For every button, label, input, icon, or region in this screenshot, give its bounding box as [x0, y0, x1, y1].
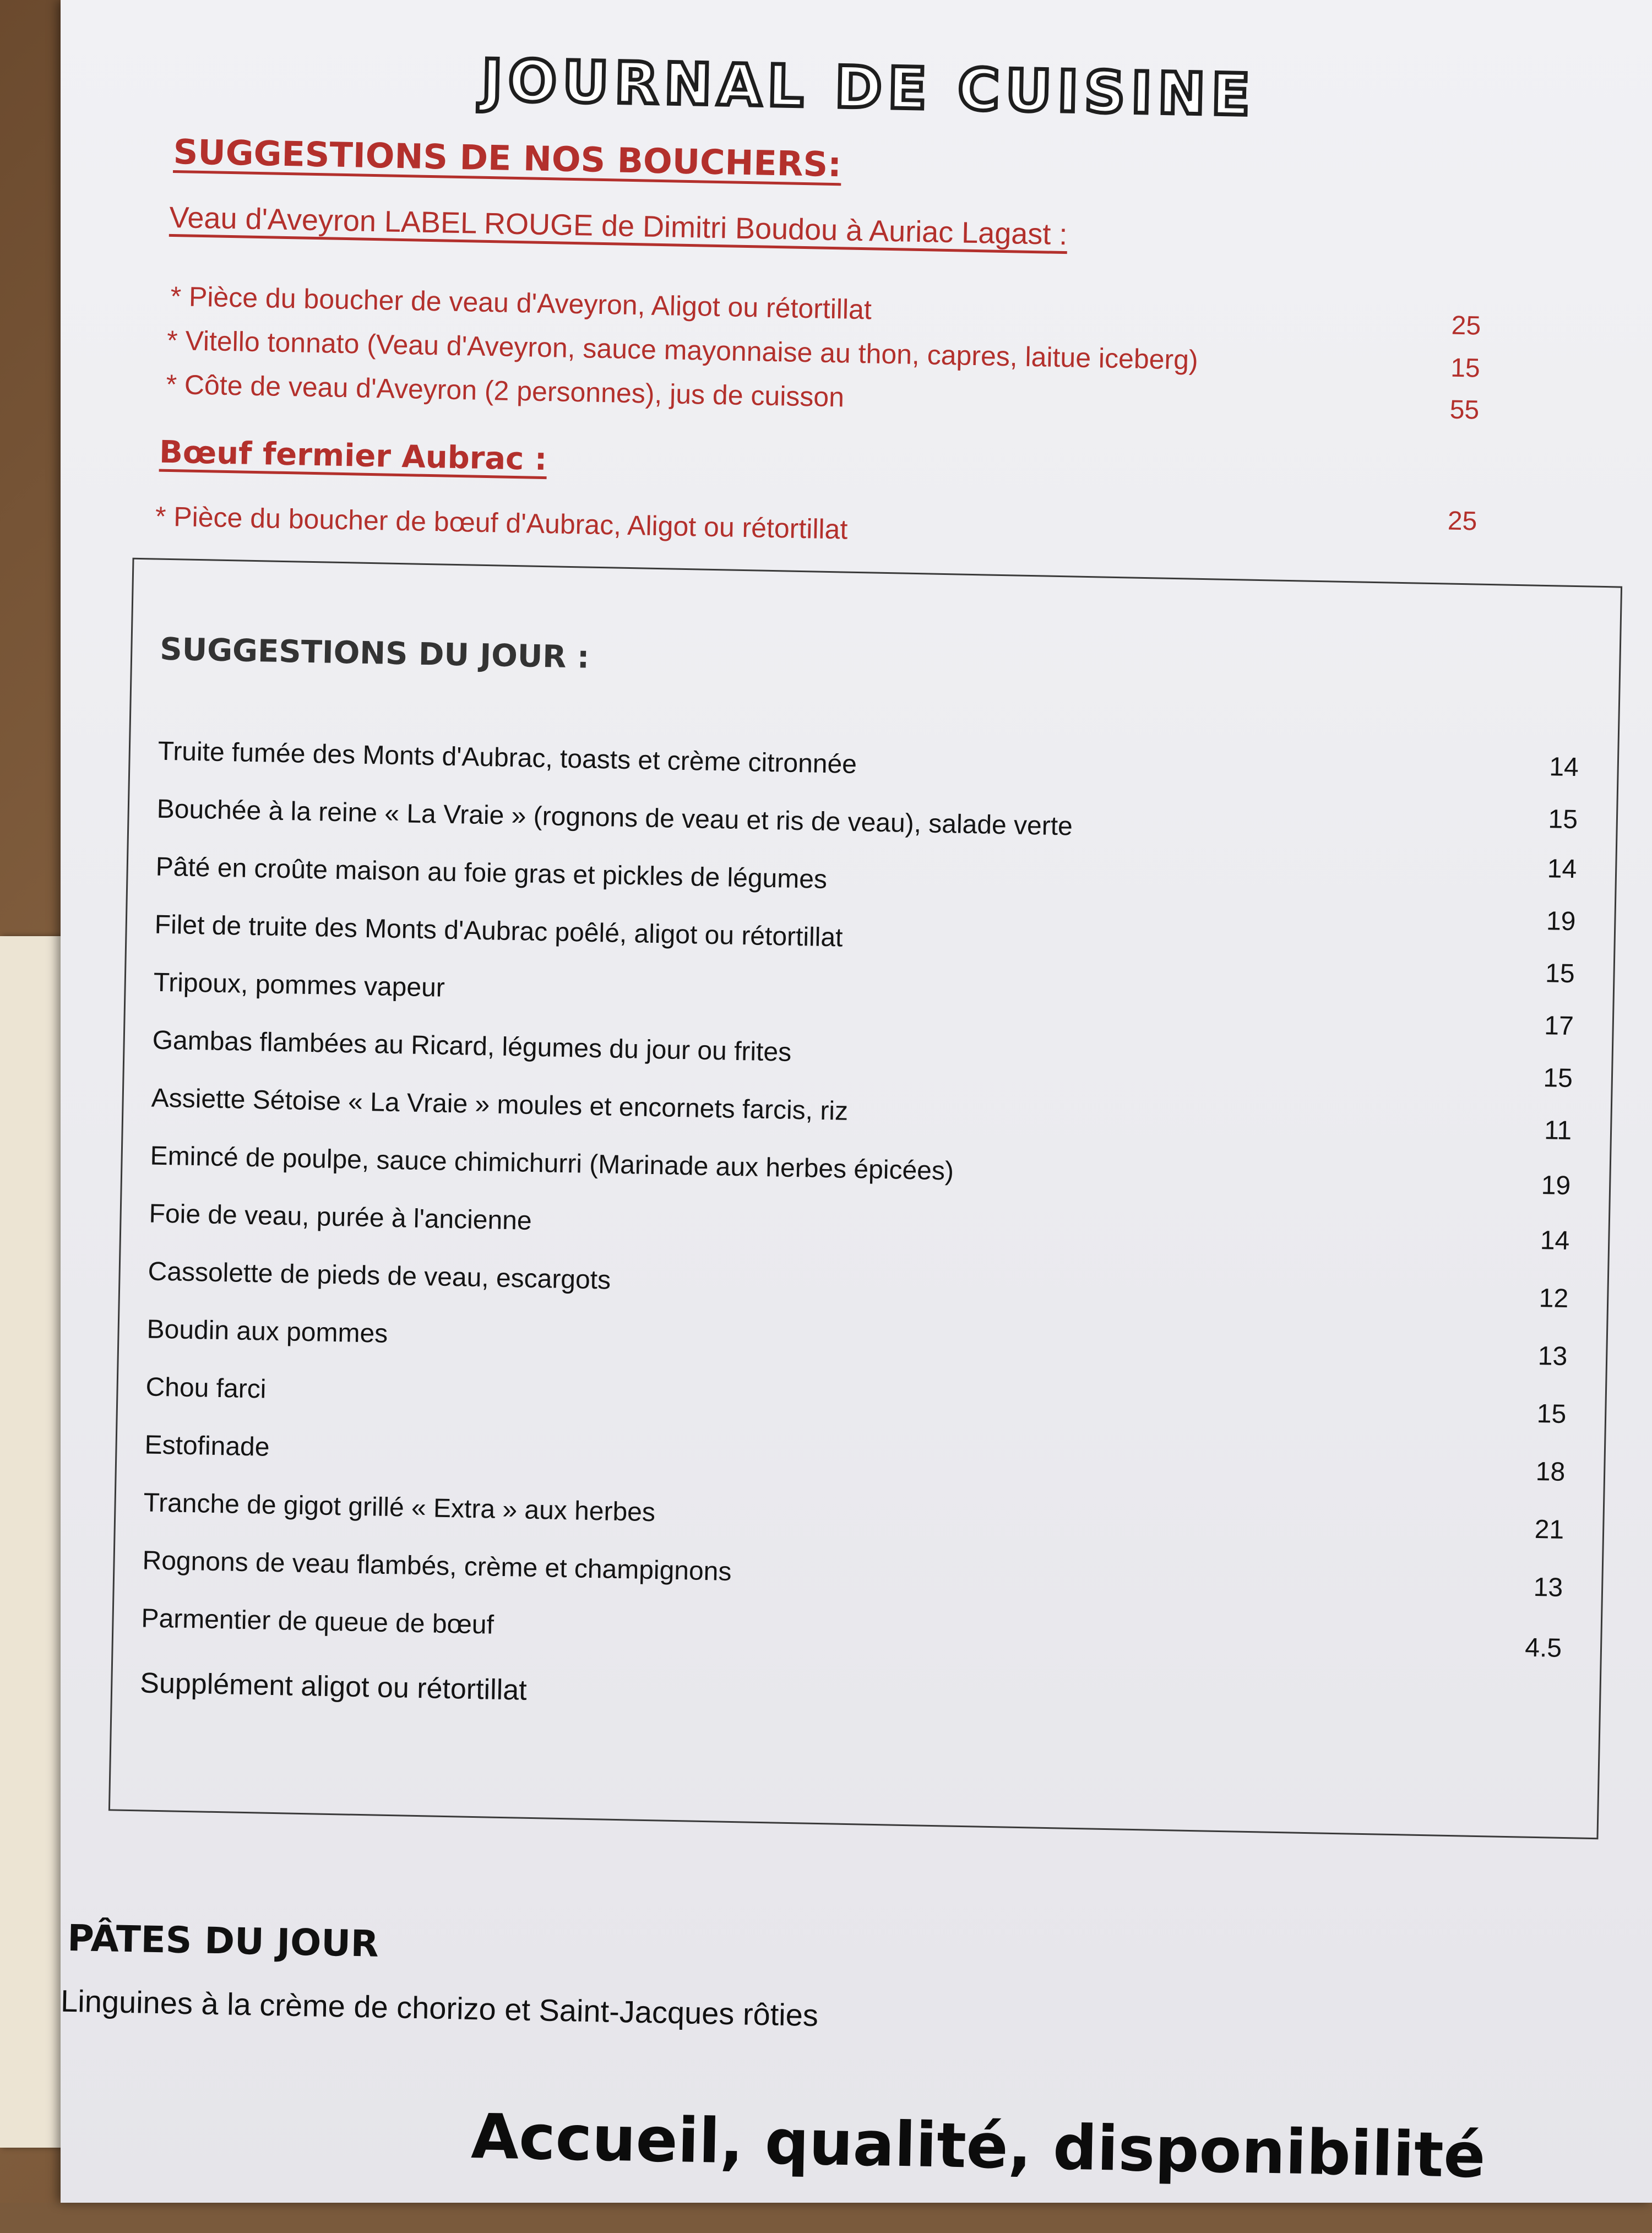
- jour-item: Parmentier de queue de bœuf: [141, 1604, 494, 1640]
- jour-item: Tripoux, pommes vapeur: [153, 968, 445, 1003]
- boeuf-heading: Bœuf fermier Aubrac :: [159, 434, 547, 478]
- jour-item: Gambas flambées au Ricard, légumes du jour ou frites: [152, 1025, 792, 1067]
- jour-item: Cassolette de pieds de veau, escargots: [148, 1257, 611, 1295]
- boeuf-item-price: 25: [1447, 506, 1477, 536]
- jour-item: Rognons de veau flambés, crème et champignons: [142, 1546, 732, 1587]
- supplement-label: Supplément aligot ou rétortillat: [139, 1667, 528, 1707]
- veau-item-price: 25: [1451, 311, 1481, 341]
- jour-item: Filet de truite des Monts d'Aubrac poêlé, aligot ou rétortillat: [154, 910, 843, 953]
- jour-item: Chou farci: [145, 1372, 267, 1404]
- boeuf-item: * Pièce du boucher de bœuf d'Aubrac, Aligot ou rétortillat: [155, 501, 848, 545]
- jour-item: Estofinade: [144, 1430, 270, 1462]
- veau-item: * Vitello tonnato (Veau d'Aveyron, sauce mayonnaise au thon, capres, laitue iceberg): [166, 324, 1199, 376]
- jour-item-price: 14: [1547, 854, 1577, 884]
- veau-item: * Côte de veau d'Aveyron (2 personnes), jus de cuisson: [166, 368, 845, 413]
- veau-heading: Veau d'Aveyron LABEL ROUGE de Dimitri Boudou à Auriac Lagast :: [169, 200, 1068, 252]
- jour-item: Bouchée à la reine « La Vraie » (rognons de veau et ris de veau), salade verte: [156, 794, 1073, 841]
- veau-item: * Pièce du boucher de veau d'Aveyron, Aligot ou rétortillat: [170, 280, 872, 325]
- jour-item: Boudin aux pommes: [146, 1314, 388, 1349]
- pates-item: Linguines à la crème de chorizo et Saint-Jacques rôties: [60, 1983, 819, 2033]
- suggestions-du-jour-box: [108, 558, 1622, 1840]
- jour-item-price: 11: [1544, 1116, 1572, 1146]
- jour-item-price: 19: [1546, 906, 1576, 937]
- menu-title: JOURNAL DE CUISINE: [480, 46, 1257, 129]
- jour-item-price: 15: [1548, 805, 1578, 835]
- footer-slogan: Accueil, qualité, disponibilité: [470, 2101, 1486, 2192]
- jour-item-price: 15: [1545, 959, 1575, 989]
- jour-item-price: 17: [1544, 1011, 1574, 1041]
- jour-item: Truite fumée des Monts d'Aubrac, toasts et crème citronnée: [157, 736, 857, 780]
- jour-item-price: 21: [1534, 1514, 1564, 1545]
- jour-item-price: 18: [1535, 1457, 1566, 1487]
- jour-item: Pâté en croûte maison au foie gras et pickles de légumes: [155, 852, 828, 895]
- pates-heading: PÂTES DU JOUR: [67, 1916, 379, 1965]
- jour-item-price: 14: [1540, 1226, 1570, 1256]
- butchers-heading: SUGGESTIONS DE NOS BOUCHERS:: [173, 131, 842, 185]
- jour-item-price: 15: [1543, 1063, 1573, 1094]
- jour-item-price: 13: [1537, 1341, 1568, 1371]
- menu-sheet: [61, 0, 1652, 2203]
- jour-heading: SUGGESTIONS DU JOUR :: [159, 631, 590, 676]
- jour-item-price: 13: [1533, 1572, 1563, 1602]
- jour-item: Emincé de poulpe, sauce chimichurri (Marinade aux herbes épicées): [150, 1141, 954, 1186]
- jour-item: Tranche de gigot grillé « Extra » aux herbes: [143, 1488, 656, 1528]
- jour-item: Assiette Sétoise « La Vraie » moules et encornets farcis, riz: [151, 1083, 849, 1126]
- jour-item: Foie de veau, purée à l'ancienne: [149, 1199, 532, 1236]
- veau-item-price: 15: [1450, 353, 1481, 383]
- veau-item-price: 55: [1449, 395, 1480, 425]
- jour-item-price: 14: [1548, 752, 1579, 783]
- supplement-price: 4.5: [1524, 1633, 1562, 1663]
- menu-content: [18, 0, 1651, 2233]
- jour-item-price: 12: [1539, 1283, 1569, 1313]
- jour-item-price: 15: [1536, 1399, 1567, 1429]
- jour-item-price: 19: [1541, 1171, 1571, 1201]
